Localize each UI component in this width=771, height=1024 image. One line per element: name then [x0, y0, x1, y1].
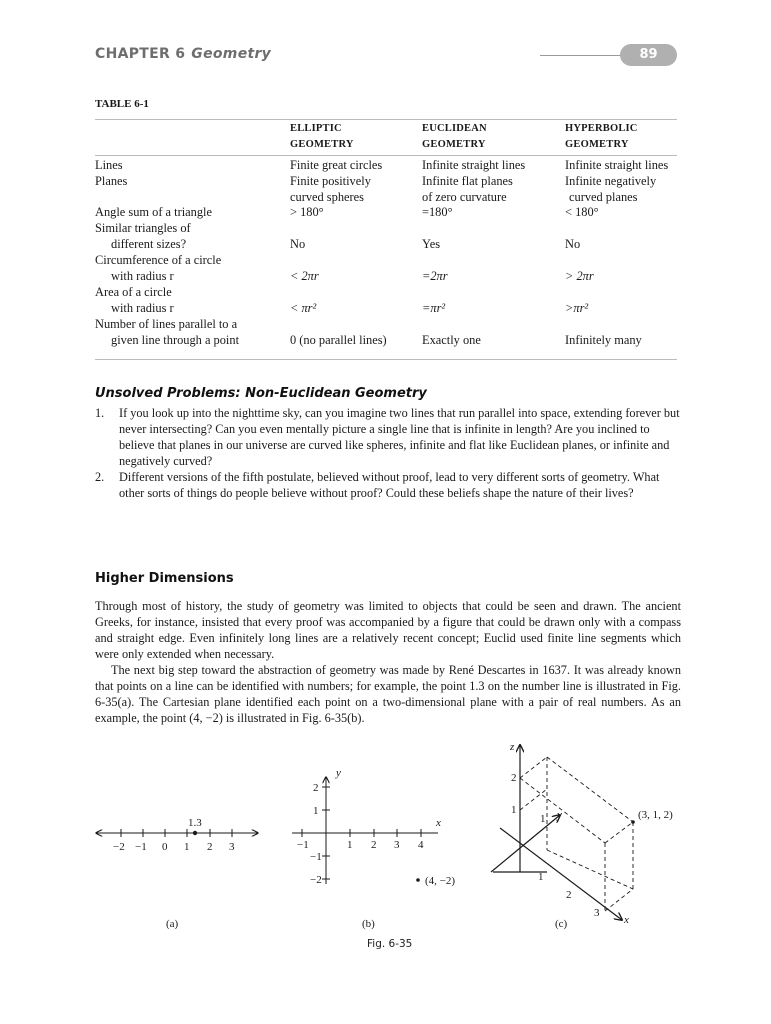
- hyperbolic-cell: < 180°: [565, 205, 599, 219]
- point-marker: [631, 820, 635, 824]
- tick-label: 2: [207, 841, 213, 853]
- paragraph: Through most of history, the study of geometry was limited to objects that could be seen and drawn. The ancient Greeks, for instance, insisted that every proof was accompanied by a figure that could be drawn only with a compass and straight edge. Even infinitely long lines are a relatively recent concept; Euclid used finite line segments which were only extended when necessary.: [95, 599, 681, 661]
- euclidean-cell: =180°: [422, 205, 453, 219]
- y-tick-label: −2: [310, 874, 322, 886]
- item-number: 1.: [95, 406, 105, 420]
- x-tick-label: 1: [538, 871, 544, 883]
- row-label: given line through a point: [111, 333, 240, 347]
- item-text: If you look up into the nighttime sky, can you imagine two lines that run parallel into space, extending forever but never intersecting? Can you even mentally picture a single line that is infinite in length? Are you inclined to believe that planes in our universe are curved like spheres, infinite and flat like Euclidean planes, or infinite and negatively curved?: [119, 406, 680, 468]
- row-label: with radius r: [111, 301, 174, 315]
- row-label: Angle sum of a triangle: [95, 205, 212, 219]
- header-elliptic-2: GEOMETRY: [290, 139, 354, 150]
- header-hyperbolic-2: GEOMETRY: [565, 139, 629, 150]
- y-axis: [491, 815, 560, 872]
- elliptic-cell: curved spheres: [290, 190, 364, 204]
- x-axis-label: x: [624, 914, 629, 926]
- number-line-a: [96, 817, 258, 853]
- figure-label-a: (a): [166, 918, 179, 930]
- y-tick-label: 1: [540, 813, 546, 825]
- tick-label: 0: [162, 841, 168, 853]
- point-marker: [193, 831, 197, 835]
- y-tick-label: −1: [310, 851, 322, 863]
- hyperbolic-cell: curved planes: [569, 190, 638, 204]
- euclidean-cell: Infinite straight lines: [422, 158, 526, 172]
- euclidean-cell: Yes: [422, 237, 441, 251]
- y-tick-label: 1: [313, 805, 319, 817]
- row-label: Lines: [95, 158, 123, 172]
- elliptic-cell: Finite great circles: [290, 158, 383, 172]
- euclidean-cell: =2πr: [422, 269, 448, 283]
- x-axis-label: x: [436, 817, 441, 829]
- item-number: 2.: [95, 470, 105, 484]
- elliptic-cell: 0 (no parallel lines): [290, 333, 387, 347]
- point-label-a: 1.3: [188, 817, 202, 829]
- tick-label: −1: [135, 841, 147, 853]
- euclidean-cell: of zero curvature: [422, 190, 507, 204]
- euclidean-cell: =πr²: [422, 301, 446, 315]
- paragraph: The next big step toward the abstraction of geometry was made by René Descartes in 1637. It was already known that points on a line can be identified with numbers; for example, the point 1.3 on the number line is illustrated in Fig. 6-35(a). The Cartesian plane identified each point on a two-dimensional plane with a pair of real numbers. As an example, the point (4, −2) is illustrated in Fig. 6-35(b).: [95, 663, 681, 725]
- box-edge: [547, 850, 633, 889]
- row-label: Planes: [95, 174, 128, 188]
- x-tick-label: 4: [418, 839, 424, 851]
- elliptic-cell: No: [290, 237, 306, 251]
- elliptic-cell: < πr²: [290, 301, 317, 315]
- hyperbolic-cell: Infinite negatively: [565, 174, 657, 188]
- x-tick-label: −1: [297, 839, 309, 851]
- point-label-c: (3, 1, 2): [638, 809, 673, 821]
- tick-label: −2: [113, 841, 125, 853]
- x-tick-label: 2: [566, 889, 572, 901]
- euclidean-cell: Infinite flat planes: [422, 174, 513, 188]
- point-marker: [416, 878, 420, 882]
- box-edge: [520, 789, 547, 810]
- hyperbolic-cell: Infinite straight lines: [565, 158, 669, 172]
- hyperbolic-cell: > 2πr: [565, 269, 594, 283]
- x-tick-label: 2: [371, 839, 377, 851]
- box-edge: [605, 889, 633, 911]
- header-euclidean-1: EUCLIDEAN: [422, 123, 487, 134]
- header-euclidean-2: GEOMETRY: [422, 139, 486, 150]
- z-tick-label: 1: [511, 804, 517, 816]
- euclidean-cell: Exactly one: [422, 333, 481, 347]
- box-edge: [520, 778, 605, 843]
- tick-label: 1: [184, 841, 190, 853]
- hyperbolic-cell: >πr²: [565, 301, 589, 315]
- chapter-subject: Geometry: [191, 46, 272, 62]
- row-label: Number of lines parallel to a: [95, 317, 238, 331]
- elliptic-cell: Finite positively: [290, 174, 371, 188]
- y-axis-label: y: [336, 767, 341, 779]
- z-axis-label: z: [510, 741, 515, 753]
- row-label: Circumference of a circle: [95, 253, 222, 267]
- row-label: Area of a circle: [95, 285, 172, 299]
- figure-label-b: (b): [362, 918, 375, 930]
- elliptic-cell: < 2πr: [290, 269, 319, 283]
- box-edge: [520, 757, 547, 778]
- section-title-higher-dimensions: Higher Dimensions: [95, 571, 234, 586]
- table-label: TABLE 6-1: [95, 98, 149, 110]
- row-label: Similar triangles of: [95, 221, 191, 235]
- page-number-badge: 89: [620, 44, 677, 66]
- x-tick-label: 3: [394, 839, 400, 851]
- z-tick-label: 2: [511, 772, 517, 784]
- header-elliptic-1: ELLIPTIC: [290, 123, 342, 134]
- y-tick-label: 2: [313, 782, 319, 794]
- x-tick-label: 1: [347, 839, 353, 851]
- cartesian-plane-b: [292, 767, 455, 887]
- header-hyperbolic-1: HYPERBOLIC: [565, 123, 638, 134]
- chapter-number: CHAPTER 6: [95, 46, 186, 62]
- figure-label-c: (c): [555, 918, 568, 930]
- row-label: different sizes?: [111, 237, 187, 251]
- item-text: Different versions of the fifth postulate, believed without proof, lead to very different sorts of geometry. What other sorts of things do people believe without proof? Could these beliefs shape the nature of their lives?: [119, 470, 660, 500]
- section-title-unsolved: Unsolved Problems: Non-Euclidean Geometry: [95, 386, 427, 401]
- y-axis-label: y: [557, 809, 562, 821]
- hyperbolic-cell: Infinitely many: [565, 333, 642, 347]
- row-label: with radius r: [111, 269, 174, 283]
- elliptic-cell: > 180°: [290, 205, 324, 219]
- box-edge: [605, 822, 633, 843]
- x-tick-label: 3: [594, 907, 600, 919]
- three-d-axes-c: [491, 741, 673, 926]
- tick-label: 3: [229, 841, 235, 853]
- point-label-b: (4, −2): [425, 875, 456, 887]
- figure-caption: Fig. 6-35: [367, 938, 413, 950]
- hyperbolic-cell: No: [565, 237, 581, 251]
